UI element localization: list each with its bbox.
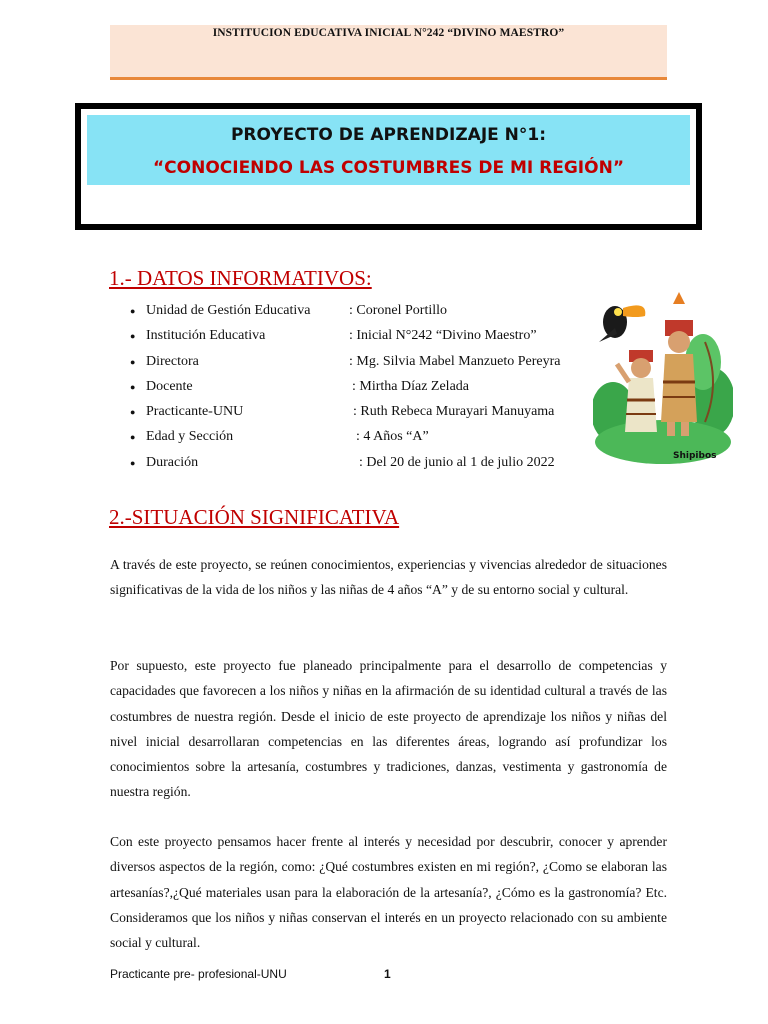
info-value: : Mg. Silvia Mabel Manzueto Pereyra — [349, 353, 561, 369]
project-subtitle: “CONOCIENDO LAS COSTUMBRES DE MI REGIÓN” — [152, 158, 624, 178]
info-label: Unidad de Gestión Educativa — [146, 303, 311, 318]
info-value: : Mirtha Díaz Zelada — [352, 378, 470, 394]
bullet-icon: ● — [130, 356, 136, 367]
institution-header: INSTITUCION EDUCATIVA INICIAL N°242 “DIVINO MAESTRO” — [212, 27, 565, 39]
illustration-caption: Shipibos — [673, 451, 717, 461]
info-value: : 4 Años “A” — [356, 429, 429, 445]
info-value: : Coronel Portillo — [349, 303, 447, 318]
project-title: PROYECTO DE APRENDIZAJE N°1: — [230, 125, 547, 145]
shipibo-children-illustration — [593, 282, 733, 466]
bullet-icon: ● — [130, 306, 136, 316]
info-label: Directora — [146, 353, 199, 369]
info-label: Duración — [146, 454, 199, 470]
title-band — [87, 115, 690, 185]
section1-heading: 1.- DATOS INFORMATIVOS: — [109, 266, 372, 290]
paragraph-1: A través de este proyecto, se reúnen conocimientos, experiencias y vivencias alrededor de situaciones significativas de la vida de los niños y las niñas de 4 años “A” y de su entorno social y cultural. — [110, 557, 667, 598]
bullet-icon: ● — [130, 407, 136, 418]
info-value: : Del 20 de junio al 1 de julio 2022 — [359, 454, 555, 470]
info-label: Institución Educativa — [146, 328, 266, 344]
info-value: : Inicial N°242 “Divino Maestro” — [349, 328, 537, 344]
info-value: : Ruth Rebeca Murayari Manuyama — [353, 404, 555, 420]
page-header — [110, 25, 667, 80]
footer-label: Practicante pre- profesional-UNU — [110, 967, 287, 981]
bullet-icon: ● — [130, 432, 136, 443]
bullet-icon: ● — [130, 457, 136, 468]
info-label: Practicante-UNU — [146, 404, 244, 420]
section2-heading: 2.-SITUACIÓN SIGNIFICATIVA — [109, 505, 400, 529]
bullet-icon: ● — [130, 331, 136, 342]
info-label: Docente — [146, 378, 193, 394]
title-box — [75, 103, 702, 230]
paragraph-3: Con este proyecto pensamos hacer frente al interés y necesidad por descubrir, conocer y aprender diversos aspectos de la región, como: ¿Qué costumbres existen en mi región?, ¿Como se elaboran las artesanías?,¿Qué materiales usan para la elaboración de la artesanía?, ¿Cómo es la gastronomía? Etc. Consideramos que los niños y niñas conservan el interés en un proyecto relacionado con su ambiente social y cultural. — [110, 834, 667, 951]
paragraph-2: Por supuesto, este proyecto fue planeado principalmente para el desarrollo de competencias y capacidades que favorecen a los niños y niñas en la afirmación de su identidad cultural a través de las costumbres de nuestra región. Desde el inicio de este proyecto de aprendizaje los niños y niñas del nivel inicial desarrollaran competencias en las diferentes áreas, logrando así profundizar los conocimientos sobre la artesanía, costumbres y tradiciones, danzas, vestimenta y gastronomía de nuestra región. — [110, 658, 667, 800]
info-label: Edad y Sección — [146, 429, 234, 445]
page-number: 1 — [384, 967, 391, 981]
bullet-icon: ● — [130, 381, 136, 392]
